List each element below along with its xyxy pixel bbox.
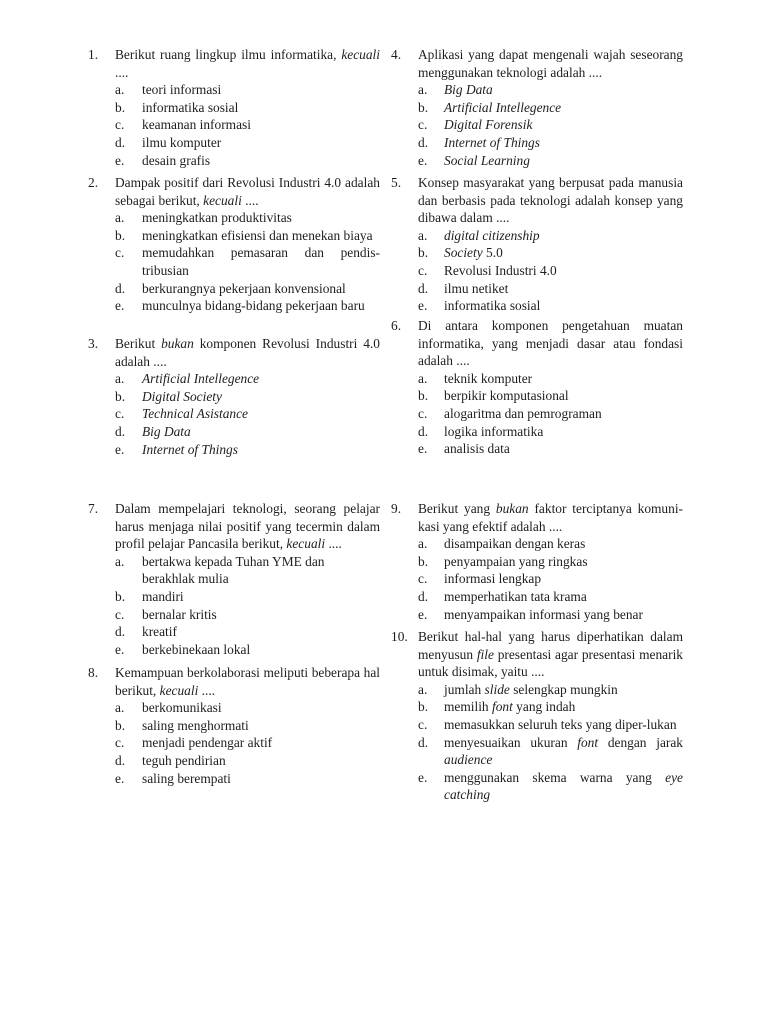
option-text: Technical Asistance xyxy=(142,406,248,422)
stem-part: Kemampuan berkolaborasi meliputi beberapa hal berikut, xyxy=(115,665,380,698)
option-text: mandiri xyxy=(142,588,184,604)
option-c xyxy=(391,716,683,734)
option-text: ilmu netiket xyxy=(444,280,509,296)
option-e xyxy=(391,152,683,170)
stem-part: Berikut hal-hal yang harus diperhatikan dalam menyusun xyxy=(418,629,683,662)
option-letter: e. xyxy=(418,441,428,457)
question-stem xyxy=(391,46,683,81)
option-c xyxy=(88,606,380,624)
option-text: informatika sosial xyxy=(142,99,239,115)
question-text xyxy=(115,46,380,81)
question-stem xyxy=(88,664,380,699)
option-letter: a. xyxy=(418,536,428,552)
option-letter: e. xyxy=(115,152,125,168)
stem-part: .... xyxy=(115,64,129,80)
option-text: Artificial Intellegence xyxy=(142,371,260,387)
stem-part: Berikut xyxy=(115,336,162,351)
question-number: 7. xyxy=(88,501,99,516)
option-letter: e. xyxy=(115,441,125,457)
stem-emphasis: kecuali xyxy=(341,47,380,62)
question-number: 5. xyxy=(391,175,402,190)
option-text: ilmu komputer xyxy=(142,134,222,150)
stem-part: Dampak positif dari Revolusi Industri 4.0 adalah sebagai berikut, xyxy=(115,175,380,208)
option-letter: d. xyxy=(418,734,429,750)
stem-part: .... xyxy=(198,682,216,698)
question-number: 8. xyxy=(88,665,99,680)
option-b xyxy=(88,227,380,245)
question-1 xyxy=(88,46,380,169)
stem-part: komponen Revolusi Industri 4.0 adalah .... xyxy=(115,336,380,369)
stem-emphasis: bukan xyxy=(161,336,194,351)
option-letter: b. xyxy=(418,388,429,404)
option-c xyxy=(391,262,683,280)
option-d xyxy=(391,588,683,606)
option-d xyxy=(391,280,683,298)
option-d xyxy=(88,752,380,770)
option-letter: a. xyxy=(115,553,125,569)
question-text xyxy=(115,664,380,699)
option-text-part: selengkap mungkin xyxy=(509,681,618,697)
option-letter: b. xyxy=(115,99,126,115)
question-stem xyxy=(88,500,380,553)
question-2 xyxy=(88,174,380,315)
option-letter: c. xyxy=(115,117,125,133)
stem-part: Dalam mempelajari teknologi, seorang pelajar harus menjaga nilai positif yang tecermin dalam profil pelajar Pancasila berikut, xyxy=(115,501,380,552)
option-text-part: yang indah xyxy=(512,699,576,715)
stem-part: faktor terciptanya komuni-kasi yang efektif adalah .... xyxy=(418,501,683,534)
option-emphasis: Society xyxy=(444,245,483,261)
option-letter: c. xyxy=(418,405,428,421)
option-letter: c. xyxy=(115,606,125,622)
option-letter: a. xyxy=(115,371,125,387)
question-text xyxy=(418,628,683,681)
option-text-part: 5.0 xyxy=(482,245,503,261)
option-text: kreatif xyxy=(142,624,177,640)
option-text: Revolusi Industri 4.0 xyxy=(444,262,557,278)
option-emphasis: font xyxy=(577,734,599,750)
option-letter: c. xyxy=(115,735,125,751)
option-text: teguh pendirian xyxy=(142,752,226,768)
option-emphasis: eye catching xyxy=(444,769,683,803)
option-c xyxy=(391,405,683,423)
option-text: berkurangnya pekerjaan konvensional xyxy=(142,280,346,296)
question-number: 3. xyxy=(88,336,99,351)
option-letter: d. xyxy=(115,280,126,296)
question-7 xyxy=(88,500,380,658)
option-a xyxy=(88,81,380,99)
option-e xyxy=(88,770,380,788)
question-number: 6. xyxy=(391,318,402,333)
option-letter: c. xyxy=(418,262,428,278)
option-b xyxy=(391,387,683,405)
stem-part: .... xyxy=(241,192,259,208)
option-text: logika informatika xyxy=(444,423,544,439)
option-letter: e. xyxy=(418,769,428,785)
option-letter: b. xyxy=(418,553,429,569)
option-a xyxy=(391,227,683,245)
option-text: menjadi pendengar aktif xyxy=(142,735,273,751)
option-d xyxy=(391,734,683,769)
option-text: disampaikan dengan keras xyxy=(444,536,586,552)
option-text xyxy=(444,244,683,262)
question-stem xyxy=(391,174,683,227)
option-e xyxy=(88,297,380,315)
option-letter: b. xyxy=(115,588,126,604)
stem-emphasis: kecuali xyxy=(159,682,199,698)
option-text xyxy=(444,698,683,716)
option-e xyxy=(88,152,380,170)
question-number: 9. xyxy=(391,501,402,516)
option-text-part: menggunakan skema warna yang xyxy=(444,769,666,785)
question-text xyxy=(418,500,683,535)
option-letter: e. xyxy=(115,298,125,314)
option-letter: d. xyxy=(418,134,429,150)
option-text: Internet of Things xyxy=(142,441,238,457)
option-letter: a. xyxy=(418,370,428,386)
option-letter: e. xyxy=(115,770,125,786)
option-letter: a. xyxy=(115,700,125,716)
option-letter: d. xyxy=(418,588,429,604)
option-c xyxy=(391,116,683,134)
option-letter: d. xyxy=(418,423,429,439)
question-5 xyxy=(391,174,683,315)
option-text: Big Data xyxy=(444,82,493,98)
option-letter: d. xyxy=(115,624,126,640)
question-text xyxy=(115,335,380,370)
option-text: berkomunikasi xyxy=(142,700,222,716)
option-emphasis: audience xyxy=(444,752,493,768)
option-text-part: memilih xyxy=(444,699,492,715)
option-letter: c. xyxy=(115,245,125,261)
option-text: keamanan informasi xyxy=(142,117,251,133)
option-e xyxy=(391,606,683,624)
option-text: teknik komputer xyxy=(444,370,533,386)
option-letter: a. xyxy=(418,82,428,98)
question-number: 4. xyxy=(391,47,402,62)
option-a xyxy=(88,553,380,588)
option-text: bertakwa kepada Tuhan YME dan berakhlak mulia xyxy=(142,553,325,587)
option-text xyxy=(444,734,683,769)
question-text: Konsep masyarakat yang berpusat pada manusia dan berbasis pada teknologi adalah konsep yang dibawa dalam .... xyxy=(418,175,683,226)
option-text: berkebinekaan lokal xyxy=(142,641,251,657)
option-letter: e. xyxy=(115,641,125,657)
option-letter: c. xyxy=(115,406,125,422)
option-b xyxy=(88,388,380,406)
option-c xyxy=(88,244,380,279)
option-d xyxy=(88,134,380,152)
option-a xyxy=(391,81,683,99)
option-a xyxy=(88,370,380,388)
option-text: memudahkan pemasaran dan pendis-tribusian xyxy=(142,245,380,278)
option-text: saling menghormati xyxy=(142,717,249,733)
question-4 xyxy=(391,46,683,169)
option-a xyxy=(88,209,380,227)
question-6 xyxy=(391,317,683,458)
option-b xyxy=(88,588,380,606)
option-d xyxy=(88,423,380,441)
option-text: Artificial Intellegence xyxy=(444,99,562,115)
stem-part: .... xyxy=(325,536,342,552)
stem-part: Berikut yang xyxy=(418,501,496,516)
option-letter: c. xyxy=(418,716,428,732)
option-d xyxy=(391,134,683,152)
option-e xyxy=(88,441,380,459)
option-letter: c. xyxy=(418,571,428,587)
question-stem xyxy=(391,500,683,535)
stem-emphasis: kecuali xyxy=(203,192,242,208)
option-a xyxy=(391,370,683,388)
option-b xyxy=(88,99,380,117)
question-text: Aplikasi yang dapat mengenali wajah seseorang menggunakan teknologi adalah .... xyxy=(418,47,683,80)
option-text: teori informasi xyxy=(142,82,222,98)
option-letter: b. xyxy=(418,699,429,715)
question-stem xyxy=(88,174,380,209)
option-letter: a. xyxy=(115,82,125,98)
option-text: alogaritma dan pemrograman xyxy=(444,405,602,421)
option-letter: e. xyxy=(418,606,428,622)
option-b xyxy=(391,698,683,716)
option-text: Social Learning xyxy=(444,152,530,168)
option-d xyxy=(391,423,683,441)
option-emphasis: font xyxy=(491,699,513,715)
option-letter: b. xyxy=(418,99,429,115)
option-text xyxy=(444,681,683,699)
question-text xyxy=(115,174,380,209)
option-a xyxy=(391,535,683,553)
option-text: munculnya bidang-bidang pekerjaan baru xyxy=(142,298,365,314)
question-8 xyxy=(88,664,380,787)
option-text-part: dengan jarak xyxy=(598,734,683,750)
question-stem xyxy=(88,46,380,81)
option-b xyxy=(391,244,683,262)
question-9 xyxy=(391,500,683,623)
option-text: digital citizenship xyxy=(444,227,540,243)
option-e xyxy=(391,440,683,458)
question-stem xyxy=(391,317,683,370)
option-text: menyampaikan informasi yang benar xyxy=(444,606,643,622)
option-a xyxy=(391,681,683,699)
option-b xyxy=(391,99,683,117)
option-text: desain grafis xyxy=(142,152,211,168)
question-3 xyxy=(88,335,380,458)
option-text: meningkatkan produktivitas xyxy=(142,210,292,226)
option-c xyxy=(391,570,683,588)
option-text: penyampaian yang ringkas xyxy=(444,553,588,569)
stem-emphasis: file xyxy=(476,646,494,662)
option-text: Digital Forensik xyxy=(444,117,533,133)
question-number: 10. xyxy=(391,629,408,644)
option-text: berpikir komputasional xyxy=(444,388,569,404)
question-stem xyxy=(391,628,683,681)
option-letter: e. xyxy=(418,152,428,168)
option-letter: a. xyxy=(418,681,428,697)
option-text: Internet of Things xyxy=(444,134,540,150)
option-text: bernalar kritis xyxy=(142,606,217,622)
option-text: Big Data xyxy=(142,423,191,439)
option-c xyxy=(88,734,380,752)
question-number: 2. xyxy=(88,175,99,190)
option-letter: c. xyxy=(418,117,428,133)
option-letter: b. xyxy=(115,388,126,404)
option-c xyxy=(88,116,380,134)
option-letter: a. xyxy=(115,210,125,226)
option-text: analisis data xyxy=(444,441,510,457)
stem-part: presentasi agar presentasi menarik untuk disimak, yaitu .... xyxy=(418,646,684,680)
question-text xyxy=(115,500,380,553)
option-letter: b. xyxy=(115,717,126,733)
option-letter: d. xyxy=(115,752,126,768)
option-c xyxy=(88,405,380,423)
option-text-part: jumlah xyxy=(444,681,485,697)
option-a xyxy=(88,699,380,717)
option-letter: a. xyxy=(418,227,428,243)
option-text xyxy=(444,769,683,804)
option-text: meningkatkan efisiensi dan menekan biaya xyxy=(142,227,373,243)
option-letter: d. xyxy=(115,134,126,150)
option-b xyxy=(391,553,683,571)
question-text: Di antara komponen pengetahuan muatan informatika, yang menjadi dasar atau fondasi adalah .... xyxy=(418,318,683,369)
question-stem xyxy=(88,335,380,370)
question-number: 1. xyxy=(88,47,99,62)
option-e xyxy=(88,641,380,659)
option-text: informasi lengkap xyxy=(444,571,542,587)
option-text: saling berempati xyxy=(142,770,231,786)
option-e xyxy=(391,297,683,315)
option-letter: d. xyxy=(418,280,429,296)
question-10 xyxy=(391,628,683,804)
option-emphasis: slide xyxy=(484,681,510,697)
option-d xyxy=(88,623,380,641)
stem-emphasis: kecuali xyxy=(286,536,326,552)
stem-part: Berikut ruang lingkup ilmu informatika, xyxy=(115,47,342,62)
option-text: memasukkan seluruh teks yang diper-lukan xyxy=(444,716,677,732)
option-text: memperhatikan tata krama xyxy=(444,588,587,604)
option-letter: e. xyxy=(418,298,428,314)
option-letter: b. xyxy=(115,227,126,243)
option-text: Digital Society xyxy=(142,388,222,404)
stem-emphasis: bukan xyxy=(495,501,529,516)
option-letter: b. xyxy=(418,245,429,261)
option-letter: d. xyxy=(115,423,126,439)
option-text-part: menyesuaikan ukuran xyxy=(444,734,578,750)
option-e xyxy=(391,769,683,804)
option-d xyxy=(88,280,380,298)
option-b xyxy=(88,717,380,735)
option-text: informatika sosial xyxy=(444,298,541,314)
